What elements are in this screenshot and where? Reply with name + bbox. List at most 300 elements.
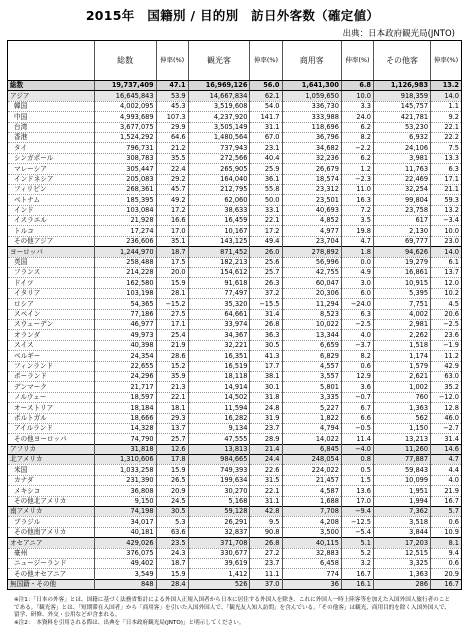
table-cell: 286 [374, 579, 431, 589]
table-cell: 46.0 [431, 413, 462, 423]
table-cell: 11.2 [431, 351, 462, 361]
row-label: アイルランド [8, 423, 95, 433]
table-cell: 562 [374, 413, 431, 423]
table-cell: 18,666 [94, 413, 156, 423]
table-cell: 17,274 [94, 226, 156, 236]
table-cell: 13.7 [431, 268, 462, 278]
table-cell: 6.2 [341, 122, 373, 132]
table-cell: 21.4 [250, 444, 282, 454]
table-cell: 3.5 [341, 216, 373, 226]
table-cell: 22.1 [156, 392, 188, 402]
table-cell: 49.2 [156, 195, 188, 205]
header-cell: 観光客 [188, 41, 250, 81]
table-cell: 23,312 [282, 184, 341, 194]
table-cell: 7.5 [431, 143, 462, 153]
table-cell: 33.1 [250, 205, 282, 215]
table-cell: 8.2 [341, 351, 373, 361]
table-cell: 16.1 [341, 579, 373, 589]
table-cell: 59,128 [188, 507, 250, 517]
table-cell: 5,168 [188, 496, 250, 506]
row-label: オセアニア [8, 538, 95, 548]
table-cell: 4.7 [341, 236, 373, 246]
row-label: スペイン [8, 309, 95, 319]
table-cell: 162,580 [94, 278, 156, 288]
table-cell: −2.7 [431, 423, 462, 433]
table-cell: 54,365 [94, 299, 156, 309]
table-cell: 53.9 [156, 91, 188, 101]
table-cell: −15.2 [156, 299, 188, 309]
table-cell: 182,213 [188, 257, 250, 267]
table-cell: −4.0 [341, 444, 373, 454]
table-cell: 16,459 [188, 216, 250, 226]
table-cell: 4,794 [282, 423, 341, 433]
table-cell: 22.4 [156, 164, 188, 174]
table-cell: 56,996 [282, 257, 341, 267]
table-cell: 45.3 [156, 101, 188, 111]
table-cell: 22.1 [250, 486, 282, 496]
table-cell: 36 [282, 579, 341, 589]
table-cell: 47.1 [156, 81, 188, 91]
table-cell: 94,626 [374, 247, 431, 257]
table-row [8, 351, 462, 361]
table-cell: −3.7 [341, 340, 373, 350]
table-cell: 36.1 [250, 174, 282, 184]
table-cell: 103,198 [94, 288, 156, 298]
table-cell: 11.0 [341, 184, 373, 194]
table-cell: −15.5 [250, 299, 282, 309]
table-row [8, 299, 462, 309]
table-cell: 49.4 [250, 236, 282, 246]
table-cell: 0.5 [341, 465, 373, 475]
table-row [8, 496, 462, 506]
table-cell: 31,818 [94, 444, 156, 454]
table-cell: 8.2 [341, 132, 373, 142]
table-cell: 35.5 [156, 153, 188, 163]
table-cell: 526 [188, 579, 250, 589]
source-note: 出典：日本政府観光局(JNTO) [342, 29, 455, 39]
table-cell: 4,237,920 [188, 112, 250, 122]
table-cell: 214,228 [94, 268, 156, 278]
table-cell: 10,099 [374, 475, 431, 485]
table-cell: 1.5 [341, 475, 373, 485]
table-cell: 31.1 [250, 122, 282, 132]
table-cell: 3.0 [341, 278, 373, 288]
table-cell: 0.6 [431, 558, 462, 568]
table-cell: 11,763 [374, 164, 431, 174]
table-cell: 17,203 [374, 538, 431, 548]
table-cell: 24.3 [156, 548, 188, 558]
table-cell: 30,270 [188, 486, 250, 496]
table-cell: 17.2 [156, 205, 188, 215]
table-cell: 7,362 [374, 507, 431, 517]
table-row [8, 132, 462, 142]
table-cell: 74,790 [94, 434, 156, 444]
table-cell: 26.5 [156, 475, 188, 485]
table-cell: 1,822 [282, 413, 341, 423]
page-title: 2015年 国籍別 / 目的別 訪日外客数（確定値） [85, 8, 380, 23]
table-cell: 371,708 [188, 538, 250, 548]
table-cell: 10.0 [431, 226, 462, 236]
table-cell: 5,395 [374, 288, 431, 298]
table-header-row [8, 41, 462, 81]
table-cell: 12.8 [431, 403, 462, 413]
row-label: 無国籍・その他 [8, 579, 95, 589]
table-cell: 272,566 [188, 153, 250, 163]
table-cell: 31.4 [250, 309, 282, 319]
table-cell: 55.8 [250, 184, 282, 194]
table-cell: 18,184 [94, 403, 156, 413]
table-cell: 278,892 [282, 247, 341, 257]
table-cell: 1.2 [341, 164, 373, 174]
table-cell: 19,737,409 [94, 81, 156, 91]
table-cell: 14,914 [188, 382, 250, 392]
table-cell: 11,594 [188, 403, 250, 413]
table-row [8, 278, 462, 288]
table-cell: 90.8 [250, 527, 282, 537]
table-cell: 49,402 [94, 558, 156, 568]
table-cell: 10,022 [282, 319, 341, 329]
table-cell: 268,361 [94, 184, 156, 194]
row-label: インド [8, 205, 95, 215]
table-cell: 13,213 [374, 434, 431, 444]
table-cell: 2,130 [374, 226, 431, 236]
table-cell: 118,696 [282, 122, 341, 132]
row-label: ベトナム [8, 195, 95, 205]
table-cell: 6.2 [341, 153, 373, 163]
table-cell: 143,125 [188, 236, 250, 246]
table-cell: 774 [282, 569, 341, 579]
table-cell: −9.4 [341, 507, 373, 517]
table-cell: 20.9 [156, 486, 188, 496]
table-cell: 185,395 [94, 195, 156, 205]
table-cell: 2,262 [374, 330, 431, 340]
table-cell: 1,059,650 [282, 91, 341, 101]
table-cell: 376,075 [94, 548, 156, 558]
row-label: 米国 [8, 465, 95, 475]
table-cell: 23.7 [250, 423, 282, 433]
table-cell: 29.9 [156, 122, 188, 132]
table-cell: 25.6 [250, 257, 282, 267]
table-cell: 27.2 [250, 548, 282, 558]
table-cell: 6,845 [282, 444, 341, 454]
table-cell: 421,781 [374, 112, 431, 122]
table-cell: 16.7 [431, 496, 462, 506]
table-cell: 77,186 [94, 309, 156, 319]
table-cell: 6,829 [282, 351, 341, 361]
table-cell: 99,804 [374, 195, 431, 205]
table-cell: 1,310,606 [94, 455, 156, 465]
table-cell: 12.9 [341, 371, 373, 381]
table-cell: 23,704 [282, 236, 341, 246]
table-cell: 17.1 [156, 319, 188, 329]
table-cell: 32,221 [188, 340, 250, 350]
table-cell: 984,665 [188, 455, 250, 465]
table-cell: 56.0 [250, 81, 282, 91]
table-cell: 22.1 [431, 122, 462, 132]
table-row [8, 195, 462, 205]
table-cell: 14,667,834 [188, 91, 250, 101]
table-cell: 18.1 [156, 403, 188, 413]
table-cell: 4,587 [282, 486, 341, 496]
table-cell: 10.0 [341, 91, 373, 101]
table-cell: 4,993,689 [94, 112, 156, 122]
table-body [8, 81, 462, 590]
footnotes [14, 597, 454, 627]
table-cell: 17.8 [156, 455, 188, 465]
table-cell: 10.9 [431, 527, 462, 537]
table-cell: 6.0 [341, 288, 373, 298]
row-label: 総数 [8, 81, 95, 91]
row-label: 中国 [8, 112, 95, 122]
table-cell: 21.9 [156, 340, 188, 350]
table-cell: 35,320 [188, 299, 250, 309]
table-cell: 4.4 [431, 465, 462, 475]
table-cell: 31.9 [250, 413, 282, 423]
table-cell: 53,230 [374, 122, 431, 132]
table-cell: 14.6 [431, 444, 462, 454]
table-cell: 23.7 [250, 558, 282, 568]
row-label: スウェーデン [8, 319, 95, 329]
table-cell: 6.3 [341, 309, 373, 319]
table-cell: 38,633 [188, 205, 250, 215]
table-row [8, 569, 462, 579]
table-row [8, 288, 462, 298]
row-label: イスラエル [8, 216, 95, 226]
row-label: ドイツ [8, 278, 95, 288]
table-cell: 16.7 [431, 579, 462, 589]
table-cell: 1,174 [374, 351, 431, 361]
table-row [8, 527, 462, 537]
table-cell: 205,083 [94, 174, 156, 184]
table-cell: 3,557 [282, 371, 341, 381]
table-cell: 19,279 [374, 257, 431, 267]
table-cell: 0.6 [431, 517, 462, 527]
table-cell: 31.4 [431, 434, 462, 444]
table-cell: 14,022 [282, 434, 341, 444]
table-cell: 30.1 [250, 382, 282, 392]
table-cell: 11.4 [341, 434, 373, 444]
table-cell: 23.0 [431, 236, 462, 246]
table-cell: 3,505,149 [188, 122, 250, 132]
table-cell: 28.4 [156, 579, 188, 589]
table-cell: 16,861 [374, 268, 431, 278]
table-cell: 330,677 [188, 548, 250, 558]
table-cell: 17.2 [250, 226, 282, 236]
table-cell: 25.7 [250, 268, 282, 278]
table-cell: 7,708 [282, 507, 341, 517]
table-cell: 236,606 [94, 236, 156, 246]
table-row [8, 257, 462, 267]
table-cell: 26.8 [250, 319, 282, 329]
row-label: 台湾 [8, 122, 95, 132]
header-cell: 伸率(%) [250, 41, 282, 81]
table-cell: 19.8 [341, 226, 373, 236]
table-cell: 40,115 [282, 538, 341, 548]
table-cell: 16,282 [188, 413, 250, 423]
table-cell: 3,519,608 [188, 101, 250, 111]
table-cell: 16,519 [188, 361, 250, 371]
table-cell: 11,260 [374, 444, 431, 454]
row-label: ロシア [8, 299, 95, 309]
table-row [8, 371, 462, 381]
table-cell: 37.2 [250, 288, 282, 298]
table-cell: 199,634 [188, 475, 250, 485]
table-cell: 4,557 [282, 361, 341, 371]
table-cell: 13.2 [431, 205, 462, 215]
table-row [8, 548, 462, 558]
table-row [8, 309, 462, 319]
table-cell: 24.0 [341, 112, 373, 122]
table-row [8, 174, 462, 184]
table-cell: 4.0 [431, 475, 462, 485]
region-row [8, 444, 462, 454]
table-cell: 17.0 [341, 496, 373, 506]
table-cell: 32,837 [188, 527, 250, 537]
row-label: 韓国 [8, 101, 95, 111]
table-cell: 91,618 [188, 278, 250, 288]
table-cell: 848 [94, 579, 156, 589]
table-cell: 24,354 [94, 351, 156, 361]
region-row [8, 247, 462, 257]
table-row [8, 236, 462, 246]
table-cell: 13,813 [188, 444, 250, 454]
table-cell: 9,134 [188, 423, 250, 433]
table-row [8, 226, 462, 236]
table-cell: 59,843 [374, 465, 431, 475]
table-cell: 4.5 [431, 299, 462, 309]
table-cell: 35.2 [431, 382, 462, 392]
table-cell: 12.0 [431, 278, 462, 288]
table-cell: 31.8 [250, 392, 282, 402]
table-cell: 1,150 [374, 423, 431, 433]
table-cell: 40,181 [94, 527, 156, 537]
table-row [8, 143, 462, 153]
table-cell: 29.3 [156, 413, 188, 423]
footnote-2: ※注2： 本資料を引用される際は、出典を「日本政府観光局(JNTO)」と明示してください。 [14, 619, 245, 626]
table-cell: 9,150 [94, 496, 156, 506]
table-cell: 429,026 [94, 538, 156, 548]
row-label: ニュージーランド [8, 558, 95, 568]
table-cell: 25.9 [250, 164, 282, 174]
table-cell: 265,905 [188, 164, 250, 174]
table-cell: 26,291 [188, 517, 250, 527]
row-label: マレーシア [8, 164, 95, 174]
table-cell: 35.1 [156, 236, 188, 246]
table-cell: 145,757 [374, 101, 431, 111]
table-row [8, 184, 462, 194]
row-label: 北アメリカ [8, 455, 95, 465]
table-cell: 21,928 [94, 216, 156, 226]
table-cell: 10.2 [431, 288, 462, 298]
table-cell: 3,500 [282, 527, 341, 537]
table-cell: 18,574 [282, 174, 341, 184]
table-cell: 62,060 [188, 195, 250, 205]
table-cell: 17.5 [156, 257, 188, 267]
region-row [8, 91, 462, 101]
row-label: フィンランド [8, 361, 95, 371]
table-cell: 28.1 [156, 288, 188, 298]
table-cell: 28.6 [156, 351, 188, 361]
table-cell: 24,296 [94, 371, 156, 381]
table-cell: 15.9 [156, 278, 188, 288]
table-row [8, 413, 462, 423]
table-cell: 4,852 [282, 216, 341, 226]
table-cell: 305,447 [94, 164, 156, 174]
table-cell: 21,457 [282, 475, 341, 485]
table-cell: 6.7 [341, 403, 373, 413]
footnote-1: ※注1：「日本の外客」とは、国籍に基づく法務省集計による外国人正規入国者から日本に居住する外国人を除き、これに外国人一時上陸客等を加えた入国外国人旅行者のことである。「観光客」とは、「短期滞在入国者」から「商用客」を引いた入国外国人で、「観光友人知人訪問」を含んでいる。「その他客」は観光、商用目的を除く入国外国人で、留学、研修、外交・公用などが含まれる。 [14, 597, 451, 619]
table-cell: 22,655 [94, 361, 156, 371]
table-cell: 22.1 [250, 216, 282, 226]
table-cell: 33,974 [188, 319, 250, 329]
table-cell: 1,688 [282, 496, 341, 506]
row-label: デンマーク [8, 382, 95, 392]
table-cell: 28.9 [250, 434, 282, 444]
table-cell: 30.5 [250, 340, 282, 350]
table-cell: 42,755 [282, 268, 341, 278]
table-cell: 27.5 [156, 309, 188, 319]
table-row [8, 392, 462, 402]
table-cell: −24.0 [341, 299, 373, 309]
table-row [8, 403, 462, 413]
header-cell: 伸率(%) [431, 41, 462, 81]
table-row [8, 382, 462, 392]
table-cell: 16,969,126 [188, 81, 250, 91]
table-cell: 9.5 [250, 517, 282, 527]
row-label: オランダ [8, 330, 95, 340]
table-cell: 34,682 [282, 143, 341, 153]
table-cell: 31.5 [250, 475, 282, 485]
table-cell: 32,254 [374, 184, 431, 194]
table-cell: 77,497 [188, 288, 250, 298]
table-cell: −2.3 [341, 174, 373, 184]
row-label: その他北アメリカ [8, 496, 95, 506]
table-cell: 3.2 [341, 558, 373, 568]
table-cell: 1.8 [341, 247, 373, 257]
table-cell: 14.0 [431, 91, 462, 101]
table-cell: 63.0 [431, 371, 462, 381]
table-cell: 4,002,095 [94, 101, 156, 111]
table-cell: 17.1 [431, 174, 462, 184]
table-cell: 1,480,564 [188, 132, 250, 142]
table-cell: 64.6 [156, 132, 188, 142]
table-cell: 1,033,258 [94, 465, 156, 475]
row-label: その他南アメリカ [8, 527, 95, 537]
table-cell: 6.6 [341, 413, 373, 423]
row-label: フランス [8, 268, 95, 278]
table-cell: 34,367 [188, 330, 250, 340]
table-cell: 6,458 [282, 558, 341, 568]
table-cell: 4,977 [282, 226, 341, 236]
row-label: インドネシア [8, 174, 95, 184]
table-row [8, 423, 462, 433]
header-cell: その他客 [374, 41, 431, 81]
table-cell: 3,325 [374, 558, 431, 568]
table-cell: 54.0 [250, 101, 282, 111]
table-cell: 760 [374, 392, 431, 402]
table-cell: −2.5 [341, 319, 373, 329]
table-cell: 15.9 [156, 465, 188, 475]
table-cell: 40,398 [94, 340, 156, 350]
table-cell: 21.1 [431, 184, 462, 194]
header-cell: 伸率(%) [156, 41, 188, 81]
table-cell: −0.7 [341, 392, 373, 402]
table-cell: 64,661 [188, 309, 250, 319]
table-row [8, 361, 462, 371]
table-cell: 3,518 [374, 517, 431, 527]
table-cell: 5.1 [341, 538, 373, 548]
table-cell: 7.2 [341, 205, 373, 215]
